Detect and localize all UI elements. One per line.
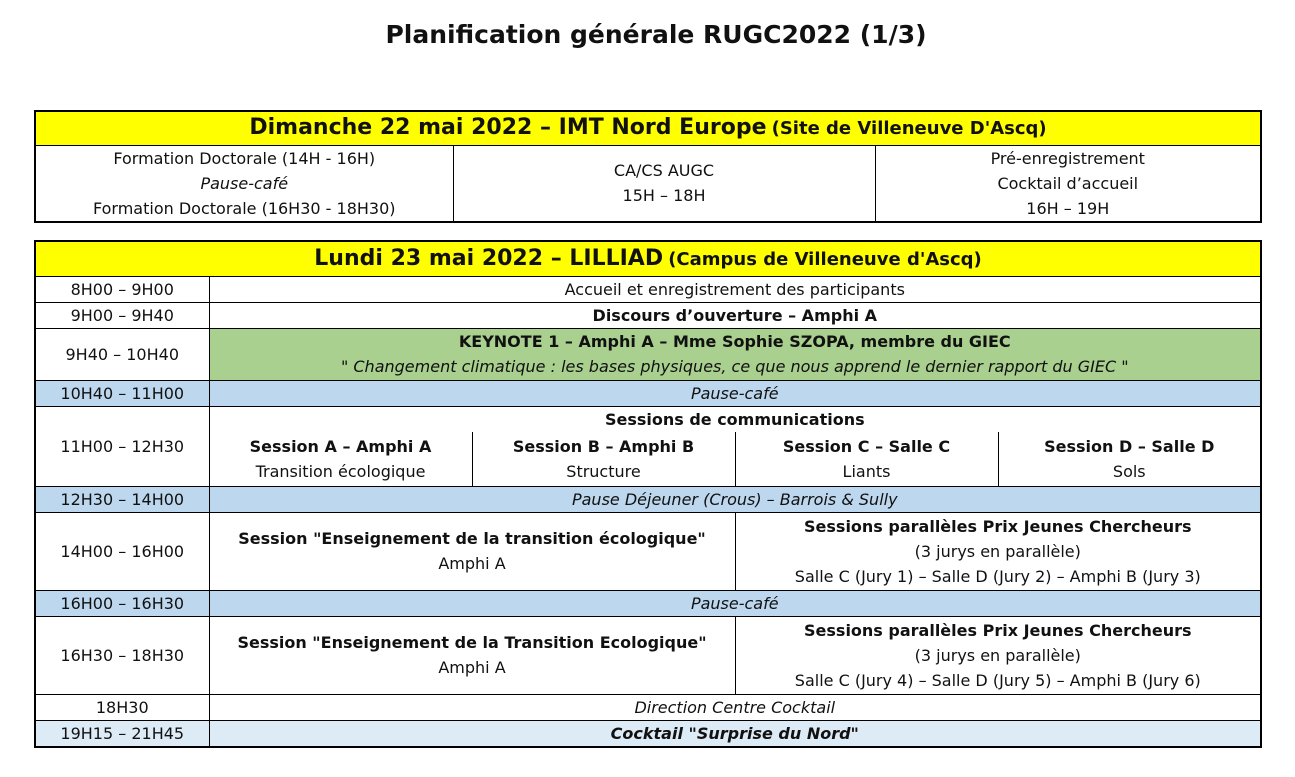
opening-speech: Discours d’ouverture – Amphi A	[209, 302, 1261, 328]
lunch-break-row: Pause Déjeuner (Crous) – Barrois & Sully	[209, 486, 1261, 512]
teaching-session-title: Session "Enseignement de la transition écologique"	[238, 529, 706, 548]
time-cell: 10H40 – 11H00	[35, 380, 209, 406]
sunday-registration-cell	[875, 145, 1261, 222]
session-c-topic: Liants	[842, 461, 891, 481]
doctoral-training-2: Formation Doctorale (16H30 - 18H30)	[93, 198, 396, 218]
time-cell: 14H00 – 16H00	[35, 512, 209, 590]
sunday-header	[35, 111, 1261, 145]
board-time: 15H – 18H	[622, 186, 706, 205]
young-researchers-rooms: Salle C (Jury 4) – Salle D (Jury 5) – Amphi B (Jury 6)	[794, 670, 1201, 690]
young-researchers-rooms: Salle C (Jury 1) – Salle D (Jury 2) – Amphi B (Jury 3)	[794, 566, 1201, 586]
time-cell: 9H00 – 9H40	[35, 302, 209, 328]
session-d-topic: Sols	[1112, 461, 1146, 481]
sunday-doctoral-cell	[35, 145, 453, 222]
registration-time: 16H – 19H	[1026, 198, 1110, 218]
time-cell: 11H00 – 12H30	[35, 406, 209, 486]
young-researchers-title: Sessions parallèles Prix Jeunes Chercheurs	[804, 516, 1192, 536]
doctoral-training-1: Formation Doctorale (14H - 16H)	[113, 148, 376, 168]
time-cell: 16H30 – 18H30	[35, 616, 209, 694]
monday-table	[34, 240, 1262, 748]
time-cell: 19H15 – 21H45	[35, 720, 209, 747]
session-a-topic: Transition écologique	[255, 461, 426, 481]
coffee-break: Pause-café	[200, 173, 289, 193]
monday-header-sub: (Campus de Villeneuve d'Ascq)	[668, 248, 982, 270]
session-c-name: Session C – Salle C	[782, 436, 951, 456]
session-a-name: Session A – Amphi A	[249, 436, 432, 456]
keynote-quote: " Changement climatique : les bases physiques, ce que nous apprend le dernier rapport du GIEC "	[340, 357, 1129, 376]
young-researchers-sub: (3 jurys en parallèle)	[914, 541, 1081, 561]
time-cell: 12H30 – 14H00	[35, 486, 209, 512]
session-b-name: Session B – Amphi B	[512, 436, 695, 456]
time-cell: 18H30	[35, 694, 209, 720]
teaching-session-cell	[209, 512, 735, 590]
teaching-session-place: Amphi A	[438, 658, 506, 677]
young-researchers-title: Sessions parallèles Prix Jeunes Chercheurs	[804, 620, 1192, 640]
session-b-cell	[472, 432, 735, 486]
young-researchers-cell	[735, 616, 1261, 694]
session-d-name: Session D – Salle D	[1044, 436, 1215, 456]
sunday-board-cell	[453, 145, 875, 222]
pre-registration: Pré-enregistrement	[990, 148, 1145, 168]
sunday-table	[34, 110, 1262, 223]
monday-header	[35, 241, 1261, 276]
welcome-registration: Accueil et enregistrement des participants	[209, 276, 1261, 302]
keynote-cell	[209, 328, 1261, 380]
session-c-cell	[735, 432, 998, 486]
monday-header-main: Lundi 23 mai 2022 – LILLIAD	[314, 245, 664, 271]
coffee-break-row: Pause-café	[209, 590, 1261, 616]
coffee-break-row: Pause-café	[209, 380, 1261, 406]
young-researchers-sub: (3 jurys en parallèle)	[914, 645, 1081, 665]
cocktail-direction: Direction Centre Cocktail	[209, 694, 1261, 720]
board-name: CA/CS AUGC	[613, 161, 715, 180]
time-cell: 8H00 – 9H00	[35, 276, 209, 302]
sessions-title: Sessions de communications	[209, 406, 1261, 432]
welcome-cocktail: Cocktail d’accueil	[997, 173, 1139, 193]
young-researchers-cell	[735, 512, 1261, 590]
session-b-topic: Structure	[566, 461, 641, 481]
time-cell: 16H00 – 16H30	[35, 590, 209, 616]
session-a-cell	[209, 432, 472, 486]
sunday-header-sub: (Site de Villeneuve D'Ascq)	[771, 118, 1047, 140]
time-cell: 9H40 – 10H40	[35, 328, 209, 380]
cocktail-surprise: Cocktail "Surprise du Nord"	[209, 720, 1261, 747]
page-title: Planification générale RUGC2022 (1/3)	[385, 20, 927, 49]
teaching-session-cell	[209, 616, 735, 694]
keynote-title: KEYNOTE 1 – Amphi A – Mme Sophie SZOPA, membre du GIEC	[458, 332, 1011, 351]
teaching-session-title: Session "Enseignement de la Transition Ecologique"	[237, 633, 707, 652]
teaching-session-place: Amphi A	[438, 554, 506, 573]
sunday-header-main: Dimanche 22 mai 2022 – IMT Nord Europe	[249, 115, 767, 141]
session-d-cell	[998, 432, 1261, 486]
